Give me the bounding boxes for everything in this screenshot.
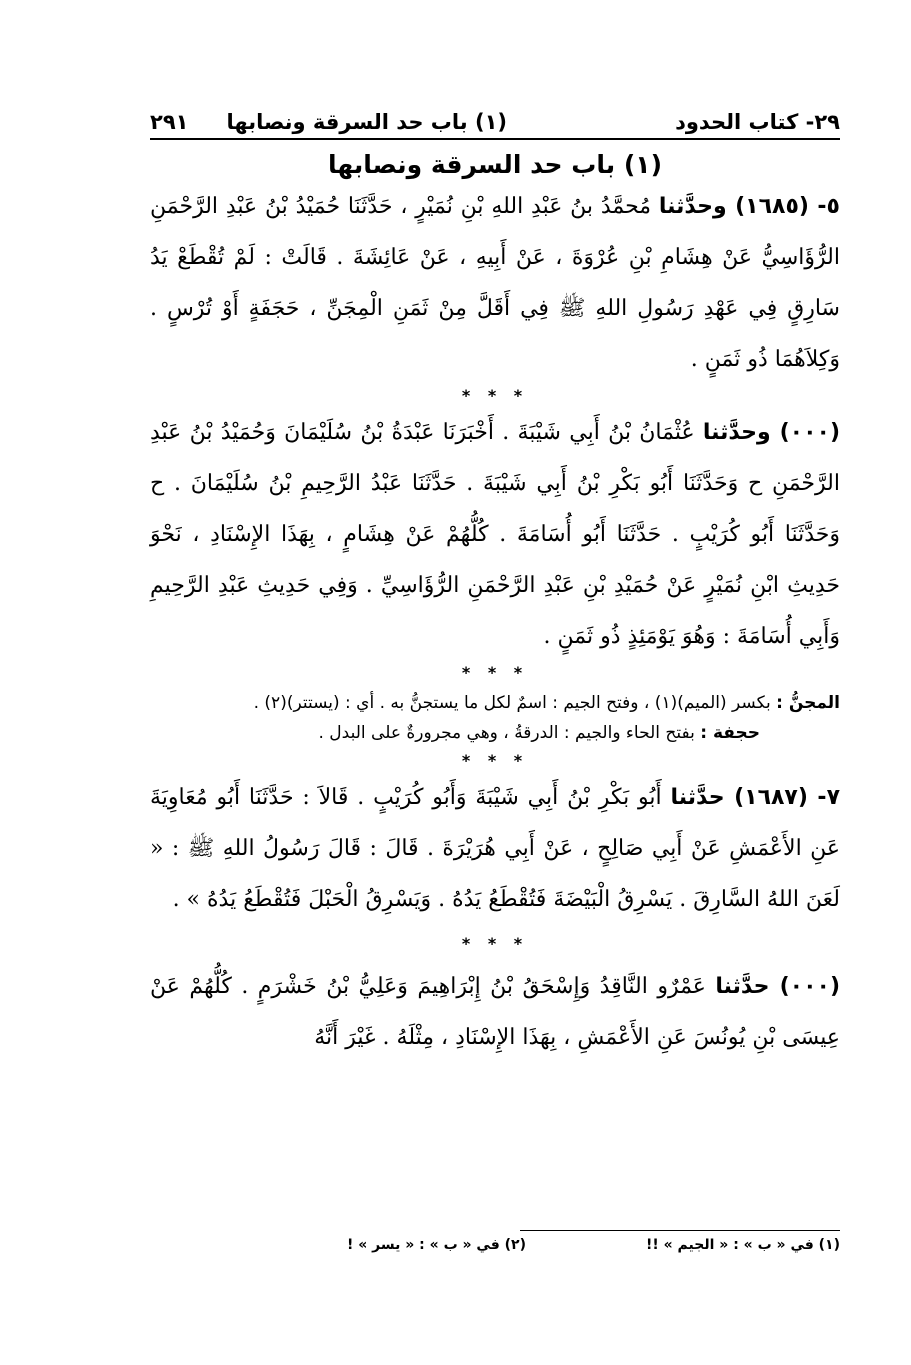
gloss-definition: بكسر (الميم)(١) ، وفتح الجيم : اسمٌ لكل ما يستجنُّ به . أي : (يستتر)(٢) . [253, 693, 771, 713]
hadith-number: ٧- (١٦٨٧) حدَّثنا [670, 785, 840, 810]
hadith-paragraph [150, 772, 840, 925]
running-header [150, 110, 840, 140]
section-separator: * * * [461, 751, 529, 770]
section-separator: * * * [461, 663, 529, 682]
gloss-entry [150, 718, 840, 748]
hadith-text: أَبُو بَكْرِ بْنُ أَبِي شَيْبَةَ وَأَبُو كُرَيْبٍ . قَالاَ : حَدَّثَنَا أَبُو مُعَاوِيَةَ عَنِ الأَعْمَشِ عَنْ أَبِي صَالِحٍ ، عَنْ أَبِي هُرَيْرَةَ . قَالَ : قَالَ رَسُولُ اللهِ ﷺ : « لَعَنَ اللهُ السَّارِقَ . يَسْرِقُ الْبَيْضَةَ فَتُقْطَعُ يَدُهُ . وَيَسْرِقُ الْحَبْلَ فَتُقْطَعُ يَدُهُ » . [150, 785, 840, 912]
gloss-entry [150, 688, 840, 718]
section-separator: * * * [461, 386, 529, 405]
glossary [150, 688, 840, 748]
hadith-text: عُثْمَانُ بْنُ أَبِي شَيْبَةَ . أَخْبَرَنَا عَبْدَةُ بْنُ سُلَيْمَانَ وَحُمَيْدُ بْنُ عَبْدِ الرَّحْمَنِ ح وَحَدَّثَنَا أَبُو بَكْرِ بْنُ أَبِي شَيْبَةَ . حَدَّثَنَا عَبْدُ الرَّحِيمِ بْنُ سُلَيْمَانَ . ح وَحَدَّثَنَا أَبُو كُرَيْبٍ . حَدَّثَنَا أَبُو أُسَامَةَ . كُلُّهُمْ عَنْ هِشَامٍ ، بِهَذَا الإِسْنَادِ ، نَحْوَ حَدِيثِ ابْنِ نُمَيْرٍ عَنْ حُمَيْدِ بْنِ عَبْدِ الرَّحْمَنِ الرُّؤَاسِيِّ . وَفِي حَدِيثِ عَبْدِ الرَّحِيمِ وَأَبِي أُسَامَةَ : وَهُوَ يَوْمَئِذٍ ذُو ثَمَنٍ . [150, 420, 840, 649]
section-separator: * * * [461, 934, 529, 953]
hadith-number: ٥- (١٦٨٥) وحدَّثنا [658, 194, 840, 219]
hadith-text: عَمْرٌو النَّاقِدُ وَإِسْحَقُ بْنُ إِبْرَاهِيمَ وَعَلِيُّ بْنُ خَشْرَمٍ . كُلُّهُمْ عَنْ عِيسَى بْنِ يُونُسَ عَنِ الأَعْمَشِ ، بِهَذَا الإِسْنَادِ ، مِثْلَهُ . غَيْرَ أَنَّهُ [150, 974, 840, 1050]
hadith-number: (٠٠٠) وحدَّثنا [702, 420, 840, 445]
gloss-definition: بفتح الحاء والجيم : الدرقةُ ، وهي مجرورةٌ على البدل . [318, 723, 695, 743]
footnotes [150, 1230, 840, 1253]
hadith-paragraph [150, 407, 840, 662]
chapter-heading: (١) باب حد السرقة ونصابها [327, 150, 662, 179]
chapter-title: ٢٩- كتاب الحدود [675, 110, 840, 134]
section-header: (١) باب حد السرقة ونصابها [226, 110, 508, 134]
hadith-text: مُحمَّدُ بنُ عَبْدِ اللهِ بْنِ نُمَيْرٍ ، حَدَّثَنَا حُمَيْدُ بْنُ عَبْدِ الرَّحْمَنِ الرُّؤَاسِيُّ عَنْ هِشَامِ بْنِ عُرْوَةَ ، عَنْ أَبِيهِ ، عَنْ عَائِشَةَ . قَالَتْ : لَمْ تُقْطَعْ يَدُ سَارِقٍ فِي عَهْدِ رَسُولِ اللهِ ﷺ فِي أَقَلَّ مِنْ ثَمَنِ الْمِجَنِّ ، حَجَفَةٍ أَوْ تُرْسٍ . وَكِلاَهُمَا ذُو ثَمَنٍ . [150, 194, 840, 372]
gloss-term: حجفة : [700, 723, 760, 743]
footnote-rule [520, 1230, 840, 1231]
footnote-1: (١) في « ب » : « الجيم » !! [646, 1237, 840, 1253]
footnote-2: (٢) في « ب » : « يسر » ! [347, 1237, 526, 1253]
hadith-paragraph [150, 961, 840, 1063]
page-number: ٢٩١ [150, 110, 189, 134]
hadith-number: (٠٠٠) حدَّثنا [715, 974, 840, 999]
page-body [150, 110, 840, 1063]
hadith-paragraph [150, 181, 840, 385]
gloss-term: المجنُّ : [776, 693, 840, 713]
